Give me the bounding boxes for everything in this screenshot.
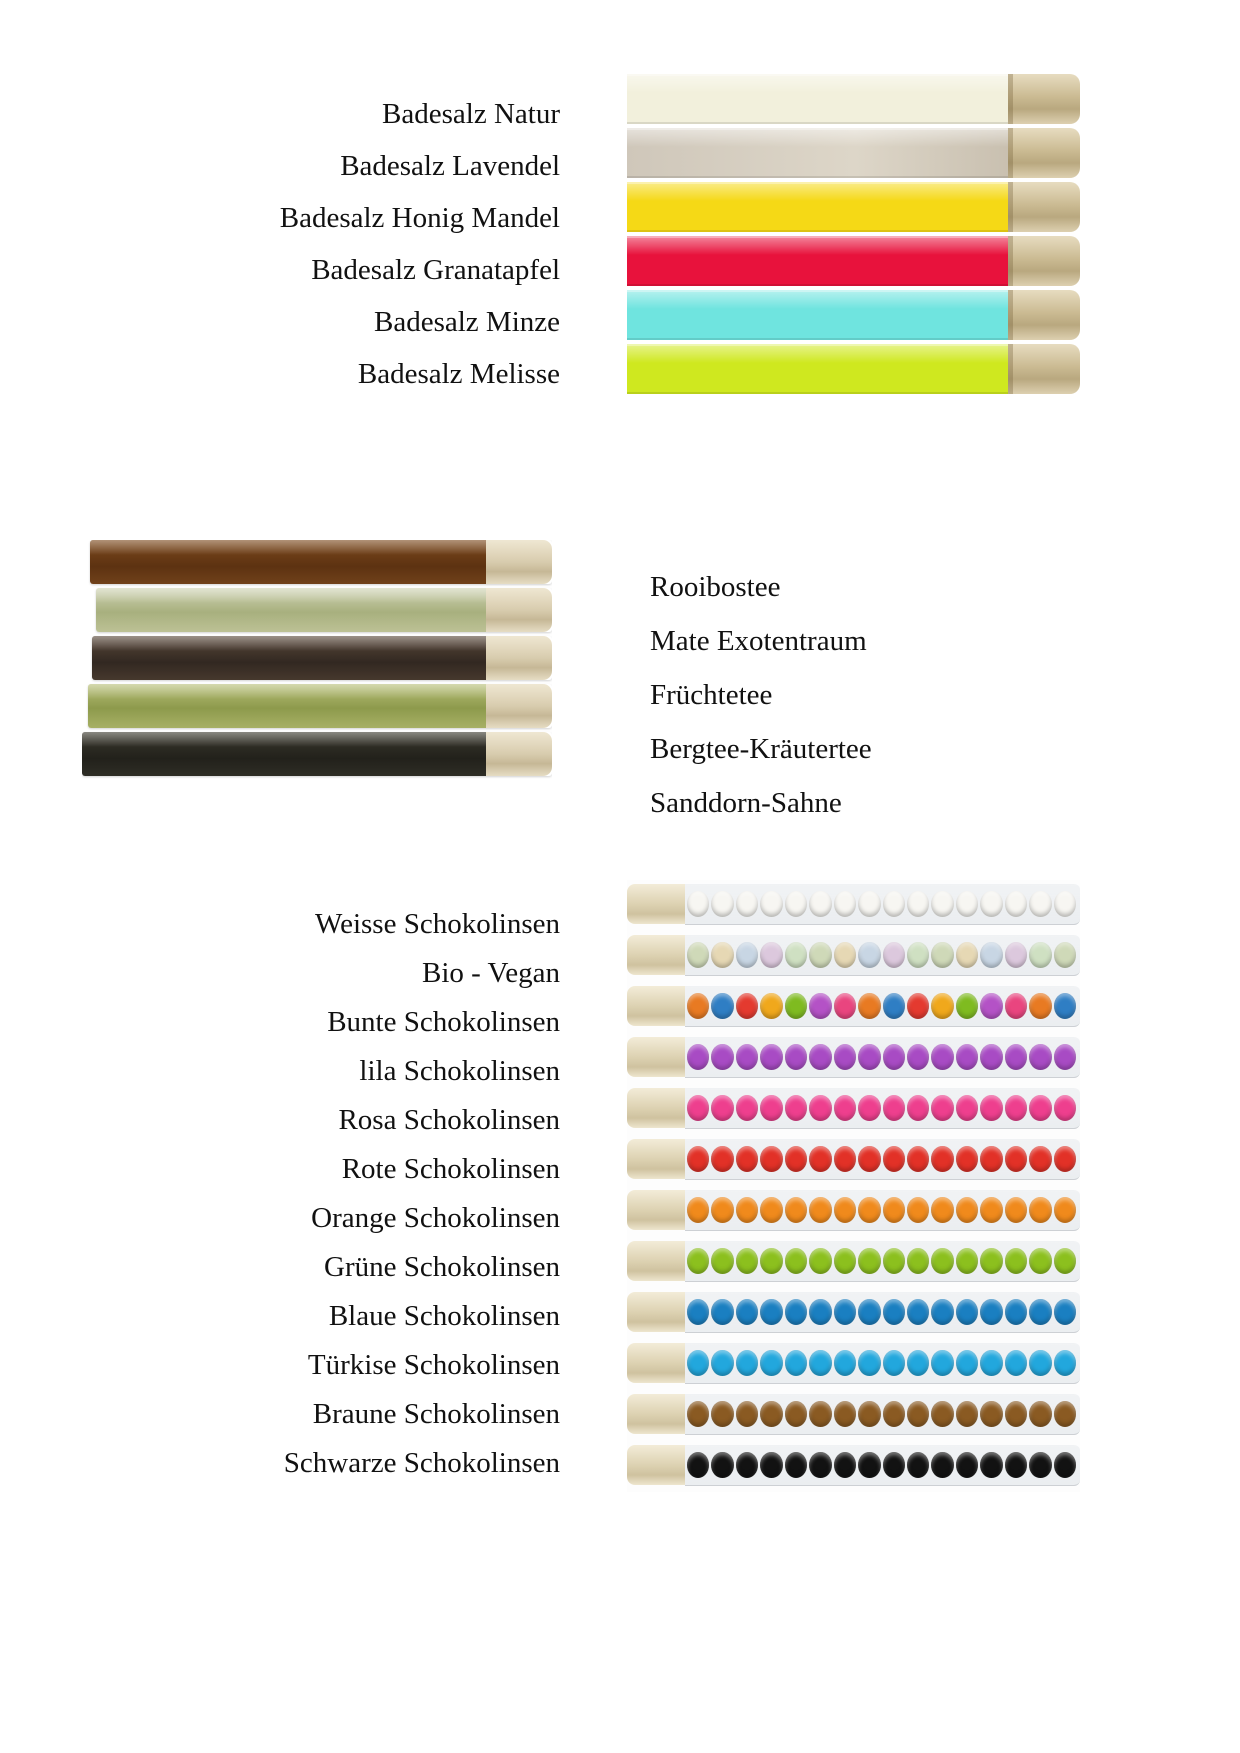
chocolate-lentil: [883, 1248, 905, 1274]
bath-salt-tube: [627, 290, 1080, 340]
chocolate-lentil: [736, 1044, 758, 1070]
chocolate-lentil: [956, 1044, 978, 1070]
chocolate-lentil: [736, 891, 758, 917]
chocolate-lentil: [1029, 1248, 1051, 1274]
chocolate-lentil: [834, 942, 856, 968]
chocolate-lentil: [760, 1350, 782, 1376]
chocolate-lentil: [1029, 1044, 1051, 1070]
cork-stopper: [486, 636, 552, 680]
list-item: Badesalz Honig Mandel: [279, 202, 560, 234]
chocolate-lentil: [760, 891, 782, 917]
chocolate-lentil: [1054, 1095, 1076, 1121]
chocolate-lentil: [687, 1248, 709, 1274]
list-item: Rote Schokolinsen: [341, 1153, 560, 1185]
cork-stopper: [627, 1394, 685, 1434]
chocolate-lentil: [883, 1197, 905, 1223]
chocolate-lentil: [1005, 1197, 1027, 1223]
chocolate-lentil-tube: [627, 882, 1080, 926]
chocolate-lentil: [980, 1401, 1002, 1427]
chocolate-lentil: [907, 1452, 929, 1478]
chocolate-lentil: [809, 1401, 831, 1427]
list-item: lila Schokolinsen: [359, 1055, 560, 1087]
chocolate-lentil: [736, 1146, 758, 1172]
bath-salt-tube: [627, 74, 1080, 124]
chocolate-lentil: [980, 942, 1002, 968]
chocolate-lentil: [907, 1350, 929, 1376]
tube-contents: [627, 128, 1008, 178]
chocolate-lentil: [858, 1299, 880, 1325]
cork-stopper: [627, 1139, 685, 1179]
chocolate-lentil: [883, 993, 905, 1019]
chocolate-lentil: [834, 1146, 856, 1172]
chocolate-lentil: [785, 1197, 807, 1223]
chocolate-lentil: [711, 1350, 733, 1376]
tube-contents: [685, 1393, 1080, 1435]
chocolate-lentil: [980, 1095, 1002, 1121]
chocolate-lentil-tube: [627, 933, 1080, 977]
chocolate-lentil: [711, 1044, 733, 1070]
bath-salt-tube: [627, 344, 1080, 394]
tube-contents: [88, 684, 486, 728]
list-item: Sanddorn-Sahne: [650, 787, 842, 819]
chocolate-lentil: [809, 1299, 831, 1325]
chocolate-lentil: [1005, 1095, 1027, 1121]
chocolate-lentil: [956, 993, 978, 1019]
tube-contents: [627, 236, 1008, 286]
chocolate-lentil: [809, 1452, 831, 1478]
chocolate-lentil: [1005, 1350, 1027, 1376]
chocolate-lentil: [980, 993, 1002, 1019]
tube-contents: [96, 588, 486, 632]
chocolate-lentil: [760, 1146, 782, 1172]
chocolate-lentil-tube: [627, 1290, 1080, 1334]
chocolate-lentil: [883, 1299, 905, 1325]
chocolate-lentil: [883, 942, 905, 968]
chocolate-lentil: [956, 1401, 978, 1427]
list-item: Grüne Schokolinsen: [324, 1251, 560, 1283]
chocolate-lentil: [1029, 1350, 1051, 1376]
chocolate-lentil: [809, 993, 831, 1019]
chocolate-lentil: [907, 1146, 929, 1172]
chocolate-lentil: [907, 1401, 929, 1427]
tea-list: [650, 560, 1130, 830]
chocolate-lentil: [956, 1350, 978, 1376]
chocolate-lentil: [907, 891, 929, 917]
list-item: Türkise Schokolinsen: [307, 1349, 560, 1381]
chocolate-lentil: [1029, 1095, 1051, 1121]
chocolate-lentil: [687, 1146, 709, 1172]
chocolate-lentil: [883, 891, 905, 917]
chocolate-lentil: [907, 1095, 929, 1121]
chocolate-lentil: [1054, 1299, 1076, 1325]
chocolate-lentil: [809, 1248, 831, 1274]
chocolate-lentil: [931, 1197, 953, 1223]
chocolate-lentil: [760, 1095, 782, 1121]
chocolate-lentil: [785, 942, 807, 968]
chocolate-lentil: [711, 993, 733, 1019]
chocolate-lentil: [834, 1401, 856, 1427]
chocolate-lentil: [785, 1299, 807, 1325]
list-item: Bergtee-Kräutertee: [650, 733, 872, 765]
chocolate-lentil: [687, 1350, 709, 1376]
tea-tube: [88, 684, 552, 728]
list-item: Badesalz Lavendel: [340, 150, 560, 182]
list-item: Orange Schokolinsen: [311, 1202, 560, 1234]
chocolate-lentil: [956, 1248, 978, 1274]
tea-tube: [90, 540, 552, 584]
tube-contents: [90, 540, 486, 584]
chocolate-lentil: [858, 1044, 880, 1070]
chocolate-lentil: [907, 1299, 929, 1325]
chocolate-lentil: [687, 942, 709, 968]
chocolate-lentil: [883, 1350, 905, 1376]
chocolate-lentil: [1054, 1044, 1076, 1070]
chocolate-lentil: [834, 1248, 856, 1274]
chocolate-lentil: [956, 1299, 978, 1325]
chocolate-lentil: [687, 993, 709, 1019]
tube-contents: [685, 985, 1080, 1027]
chocolate-lentil: [760, 1299, 782, 1325]
chocolate-lentil: [785, 1401, 807, 1427]
chocolate-lentil: [760, 1248, 782, 1274]
chocolate-lentil: [1054, 993, 1076, 1019]
chocolate-lentil: [785, 1248, 807, 1274]
chocolate-lentil: [956, 1197, 978, 1223]
chocolate-lentil: [858, 942, 880, 968]
chocolate-lentil: [931, 1350, 953, 1376]
chocolate-lentil: [980, 1248, 1002, 1274]
chocolate-lentil: [1005, 993, 1027, 1019]
chocolate-lentil: [980, 1299, 1002, 1325]
chocolate-lentil: [834, 1197, 856, 1223]
tube-contents: [82, 732, 486, 776]
chocolate-lentil: [1054, 891, 1076, 917]
chocolate-lentil-tube: [627, 1443, 1080, 1487]
chocolate-lentil: [1054, 1401, 1076, 1427]
cork-stopper: [627, 1343, 685, 1383]
chocolate-lentil: [760, 1452, 782, 1478]
cork-stopper: [627, 1241, 685, 1281]
chocolate-lentil: [1054, 942, 1076, 968]
chocolate-lentil-tube: [627, 1239, 1080, 1283]
chocolate-lentil: [907, 942, 929, 968]
list-item: Badesalz Melisse: [357, 358, 560, 390]
chocolate-lentil: [931, 942, 953, 968]
tea-tube: [92, 636, 552, 680]
chocolate-lentil: [687, 1044, 709, 1070]
chocolate-lentil: [1005, 1299, 1027, 1325]
chocolate-lentil: [1054, 1197, 1076, 1223]
chocolate-lentil: [834, 1299, 856, 1325]
chocolate-lentil: [883, 1452, 905, 1478]
list-item: Badesalz Minze: [373, 306, 560, 338]
chocolate-lentil: [980, 891, 1002, 917]
chocolate-lentil: [785, 1095, 807, 1121]
chocolate-lentil: [980, 1044, 1002, 1070]
cork-stopper: [627, 884, 685, 924]
list-item: Mate Exotentraum: [650, 625, 867, 657]
chocolate-lentil: [809, 891, 831, 917]
chocolate-lentil: [785, 1452, 807, 1478]
chocolate-lentil-tube: [627, 1086, 1080, 1130]
cork-stopper: [627, 1037, 685, 1077]
cork-stopper: [486, 588, 552, 632]
chocolate-lentil: [711, 1452, 733, 1478]
chocolate-lentil: [711, 942, 733, 968]
chocolate-lentil: [711, 891, 733, 917]
chocolate-lentil: [1054, 1350, 1076, 1376]
chocolate-lentil: [1029, 993, 1051, 1019]
chocolate-lentil: [785, 1146, 807, 1172]
chocolate-lentil: [1029, 1452, 1051, 1478]
chocolate-lentil: [883, 1401, 905, 1427]
chocolate-lentil-tube: [627, 1137, 1080, 1181]
chocolate-lentil: [907, 1248, 929, 1274]
chocolate-lentil-tube: [627, 1035, 1080, 1079]
chocolate-lentil: [907, 1044, 929, 1070]
cork-stopper: [486, 684, 552, 728]
tube-contents: [685, 1342, 1080, 1384]
chocolate-lentil: [809, 1044, 831, 1070]
bath-salt-tube: [627, 128, 1080, 178]
cork-stopper: [1008, 236, 1080, 286]
cork-stopper: [627, 1190, 685, 1230]
chocolate-lentil: [834, 1095, 856, 1121]
chocolate-lentil: [1005, 1044, 1027, 1070]
chocolate-lentil: [907, 1197, 929, 1223]
chocolate-lentil: [858, 1197, 880, 1223]
bath-salt-tube: [627, 236, 1080, 286]
list-item: Rooibostee: [650, 571, 781, 603]
chocolate-lentil: [907, 993, 929, 1019]
chocolate-lentil-tube: [627, 1341, 1080, 1385]
chocolate-lentil: [1029, 942, 1051, 968]
cork-stopper: [1008, 128, 1080, 178]
chocolate-lentil: [736, 993, 758, 1019]
chocolate-lentil: [809, 1146, 831, 1172]
tube-contents: [627, 344, 1008, 394]
chocolate-lentil: [809, 1350, 831, 1376]
bath-salt-tubes-photo: [627, 70, 1080, 395]
chocolate-lentil: [1005, 1452, 1027, 1478]
tube-contents: [627, 74, 1008, 124]
tea-tubes-photo: [82, 540, 552, 785]
chocolate-lentil: [980, 1146, 1002, 1172]
chocolate-lentil: [687, 891, 709, 917]
chocolate-lentil: [931, 891, 953, 917]
tube-contents: [685, 1444, 1080, 1486]
chocolate-lentil: [785, 1044, 807, 1070]
chocolate-lentil: [1005, 942, 1027, 968]
chocolate-lentil: [1029, 891, 1051, 917]
chocolate-lentil: [1054, 1452, 1076, 1478]
chocolate-lentil: [809, 1095, 831, 1121]
chocolate-lentil: [1029, 1401, 1051, 1427]
chocolate-lentil: [931, 1044, 953, 1070]
chocolate-lentil: [858, 1248, 880, 1274]
chocolate-lentil: [736, 1095, 758, 1121]
chocolate-lentil: [834, 1350, 856, 1376]
cork-stopper: [1008, 344, 1080, 394]
chocolate-lentil: [931, 993, 953, 1019]
chocolate-lentil: [858, 891, 880, 917]
chocolate-lentil: [760, 1401, 782, 1427]
tube-contents: [685, 1036, 1080, 1078]
chocolate-lentil: [956, 942, 978, 968]
chocolate-lentil: [980, 1197, 1002, 1223]
chocolate-lentil: [687, 1197, 709, 1223]
chocolate-lentil: [760, 993, 782, 1019]
chocolate-lentil-tubes-photo: [627, 880, 1080, 1492]
chocolate-lentil: [1054, 1146, 1076, 1172]
list-item: Bio - Vegan: [421, 957, 560, 989]
chocolate-lentil: [956, 1146, 978, 1172]
chocolate-lentil: [980, 1350, 1002, 1376]
list-item: Schwarze Schokolinsen: [283, 1447, 560, 1479]
tube-contents: [685, 1087, 1080, 1129]
cork-stopper: [1008, 290, 1080, 340]
chocolate-lentil: [956, 1095, 978, 1121]
chocolate-lentil-list: [120, 900, 560, 1488]
cork-stopper: [627, 1088, 685, 1128]
list-item: Badesalz Natur: [382, 98, 560, 130]
chocolate-lentil: [711, 1095, 733, 1121]
cork-stopper: [1008, 74, 1080, 124]
chocolate-lentil: [687, 1299, 709, 1325]
chocolate-lentil: [956, 1452, 978, 1478]
chocolate-lentil: [931, 1299, 953, 1325]
chocolate-lentil: [809, 1197, 831, 1223]
chocolate-lentil: [834, 993, 856, 1019]
tube-contents: [627, 290, 1008, 340]
chocolate-lentil: [711, 1146, 733, 1172]
chocolate-lentil: [809, 942, 831, 968]
tube-contents: [685, 1291, 1080, 1333]
chocolate-lentil: [834, 891, 856, 917]
chocolate-lentil: [687, 1452, 709, 1478]
tube-contents: [685, 934, 1080, 976]
chocolate-lentil: [931, 1248, 953, 1274]
cork-stopper: [627, 935, 685, 975]
tube-contents: [92, 636, 486, 680]
chocolate-lentil: [711, 1401, 733, 1427]
list-item: Blaue Schokolinsen: [328, 1300, 560, 1332]
chocolate-lentil: [687, 1095, 709, 1121]
list-item: Braune Schokolinsen: [312, 1398, 560, 1430]
chocolate-lentil: [931, 1095, 953, 1121]
chocolate-lentil: [858, 1146, 880, 1172]
chocolate-lentil: [1005, 891, 1027, 917]
chocolate-lentil: [736, 1248, 758, 1274]
chocolate-lentil: [785, 993, 807, 1019]
chocolate-lentil: [1029, 1146, 1051, 1172]
chocolate-lentil: [858, 1452, 880, 1478]
chocolate-lentil: [834, 1452, 856, 1478]
chocolate-lentil: [736, 1197, 758, 1223]
chocolate-lentil: [736, 1452, 758, 1478]
list-item: Badesalz Granatapfel: [311, 254, 560, 286]
tea-tube: [96, 588, 552, 632]
bath-salt-tube: [627, 182, 1080, 232]
chocolate-lentil-tube: [627, 984, 1080, 1028]
chocolate-lentil: [956, 891, 978, 917]
chocolate-lentil: [883, 1095, 905, 1121]
chocolate-lentil: [711, 1299, 733, 1325]
list-item: Weisse Schokolinsen: [315, 908, 560, 940]
bath-salt-list: [120, 88, 560, 400]
chocolate-lentil: [736, 1350, 758, 1376]
chocolate-lentil: [736, 942, 758, 968]
cork-stopper: [1008, 182, 1080, 232]
chocolate-lentil: [858, 1095, 880, 1121]
cork-stopper: [627, 986, 685, 1026]
chocolate-lentil: [858, 1350, 880, 1376]
chocolate-lentil: [760, 942, 782, 968]
chocolate-lentil: [834, 1044, 856, 1070]
chocolate-lentil: [785, 1350, 807, 1376]
list-item: Früchtetee: [650, 679, 773, 711]
tube-contents: [685, 1189, 1080, 1231]
chocolate-lentil: [931, 1401, 953, 1427]
chocolate-lentil: [931, 1146, 953, 1172]
chocolate-lentil-tube: [627, 1392, 1080, 1436]
chocolate-lentil: [760, 1197, 782, 1223]
chocolate-lentil: [1005, 1401, 1027, 1427]
tube-contents: [685, 883, 1080, 925]
chocolate-lentil: [736, 1299, 758, 1325]
chocolate-lentil: [711, 1248, 733, 1274]
list-item: Rosa Schokolinsen: [338, 1104, 560, 1136]
chocolate-lentil: [687, 1401, 709, 1427]
cork-stopper: [627, 1292, 685, 1332]
chocolate-lentil: [1029, 1197, 1051, 1223]
tube-contents: [685, 1138, 1080, 1180]
chocolate-lentil: [931, 1452, 953, 1478]
chocolate-lentil: [711, 1197, 733, 1223]
chocolate-lentil: [736, 1401, 758, 1427]
chocolate-lentil: [785, 891, 807, 917]
chocolate-lentil: [883, 1044, 905, 1070]
chocolate-lentil: [858, 1401, 880, 1427]
chocolate-lentil: [1054, 1248, 1076, 1274]
chocolate-lentil: [760, 1044, 782, 1070]
tube-contents: [627, 182, 1008, 232]
chocolate-lentil-tube: [627, 1188, 1080, 1232]
list-item: Bunte Schokolinsen: [327, 1006, 560, 1038]
chocolate-lentil: [858, 993, 880, 1019]
chocolate-lentil: [883, 1146, 905, 1172]
tube-contents: [685, 1240, 1080, 1282]
chocolate-lentil: [1005, 1146, 1027, 1172]
chocolate-lentil: [980, 1452, 1002, 1478]
cork-stopper: [486, 540, 552, 584]
cork-stopper: [627, 1445, 685, 1485]
cork-stopper: [486, 732, 552, 776]
tea-tube: [82, 732, 552, 776]
chocolate-lentil: [1029, 1299, 1051, 1325]
chocolate-lentil: [1005, 1248, 1027, 1274]
